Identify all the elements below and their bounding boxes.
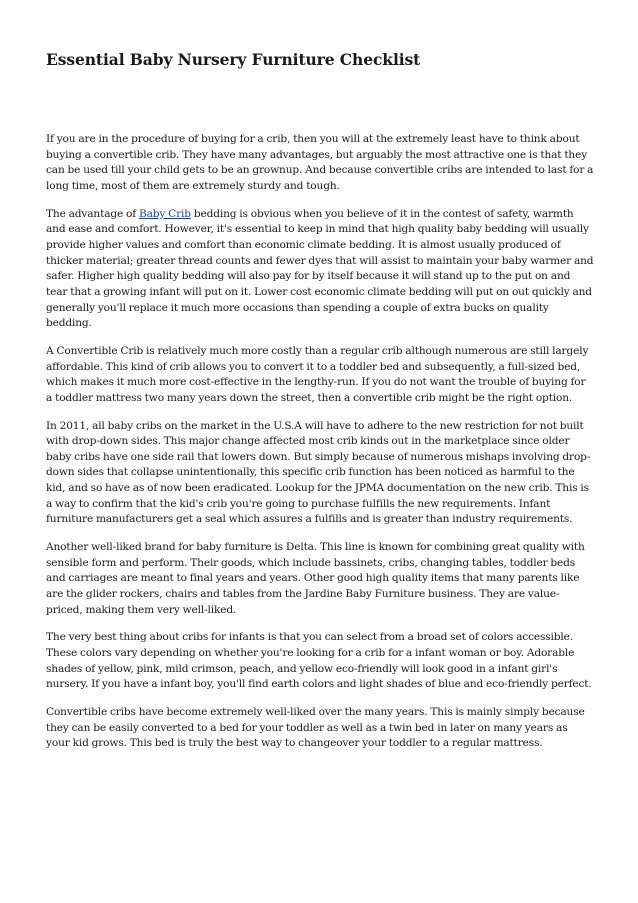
document-body (46, 132, 594, 752)
baby-crib-link[interactable]: Baby Crib (138, 207, 191, 220)
paragraph-4: In 2011, all baby cribs on the market in the U.S.A will have to adhere to the new restriction for not built with drop-down sides. This major change affected most crib kinds out in the marketplace since older baby cribs have one side rail that lowers down. But simply because of numerous mishaps involving drop-down sides that collapse unintentionally, this specific crib function has been noticed as harmful to the kid, and so have as of now been eradicated. Lookup for the JPMA documentation on the new crib. This is a way to confirm that the kid's crib you're going to purchase fulfills the new requirements. Infant furniture manufacturers get a seal which assures a fulfills and is greater than industry requirements. (46, 419, 591, 526)
paragraph-1: If you are in the procedure of buying for a crib, then you will at the extremely least have to think about buying a convertible crib. They have many advantages, but arguably the most attractive one is that they can be used till your child gets to be an grownup. And because convertible cribs are intended to last for a long time, most of them are extremely sturdy and tough. (46, 133, 594, 192)
paragraph-2 (46, 207, 594, 332)
paragraph-6: The very best thing about cribs for infants is that you can select from a broad set of colors accessible. These colors vary depending on whether you're looking for a crib for a infant woman or boy. Adorable shades of yellow, pink, mild crimson, peach, and yellow eco-friendly will look good in a infant girl's nursery. If you have a infant boy, you'll find earth colors and light shades of blue and eco-friendly perfect. (46, 631, 592, 691)
paragraph-7: Convertible cribs have become extremely well-liked over the many years. This is mainly simply because they can be easily converted to a bed for your toddler as well as a twin bed in later on many years as your kid grows. This bed is truly the best way to changeover your toddler to a regular mattress. (46, 706, 585, 750)
paragraph-3: A Convertible Crib is relatively much more costly than a regular crib although numerous are still largely affordable. This kind of crib allows you to convert it to a toddler bed and subsequently, a full-sized bed, which makes it much more cost-effective in the lengthy-run. If you do not want the trouble of buying for a toddler mattress two many years down the street, then a convertible crib might be the right option. (46, 344, 589, 404)
document-title: Essential Baby Nursery Furniture Checklist (46, 50, 421, 69)
paragraph-5: Another well-liked brand for baby furniture is Delta. This line is known for combining great quality with sensible form and perform. Their goods, which include bassinets, cribs, changing tables, toddler beds and carriages are meant to final years and years. Other good high quality items that many parents like are the glider rockers, chairs and tables from the Jardine Baby Furniture business. They are value-priced, making them very well-liked. (46, 541, 585, 616)
paragraph-2-intro: The advantage of (46, 207, 139, 220)
paragraph-2-rest: bedding is obvious when you believe of it in the contest of safety, warmth and ease and comfort. However, it's essential to keep in mind that high quality baby bedding will usually provide higher values and comfort than economic climate bedding. It is almost usually produced of thicker material; greater thread counts and fewer dyes that will assist to maintain your baby warmer and safer. Higher high quality bedding will also pay for by itself because it will stand up to the put on and tear that a growing infant will put on it. Lower cost economic climate bedding will put on out quickly and generally you'll replace it much more occasions than spending a couple of extra bucks on quality bedding. (46, 207, 594, 330)
document-page (46, 50, 594, 764)
